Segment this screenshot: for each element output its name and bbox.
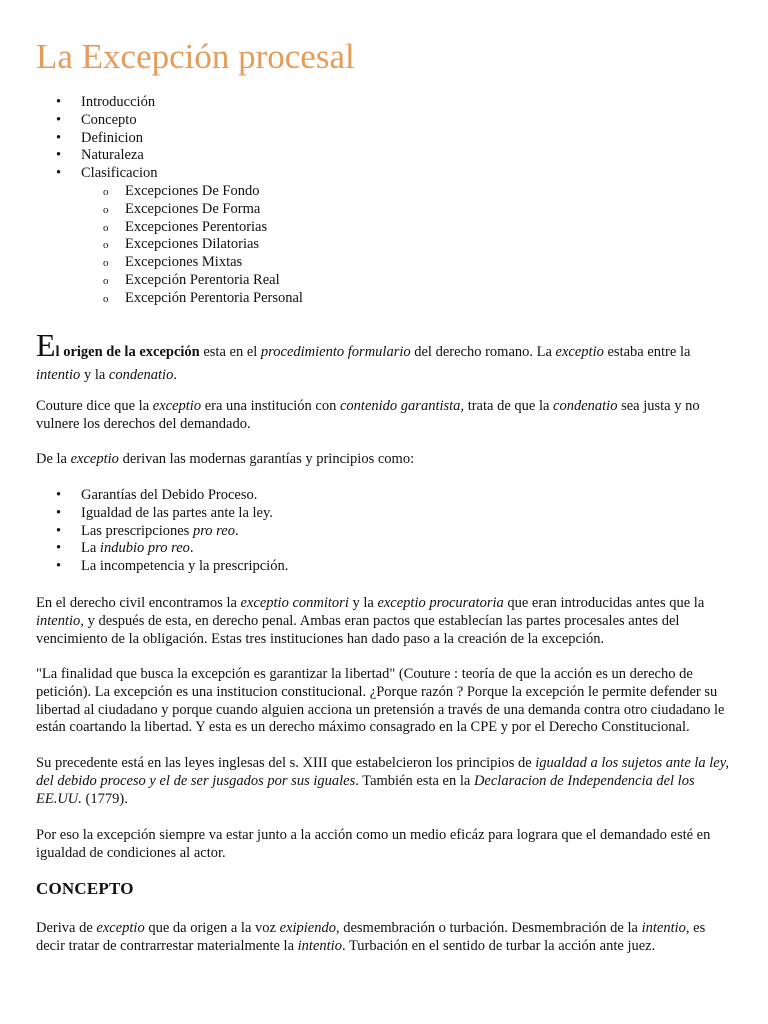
toc-subitem-forma[interactable]: o Excepciones De Forma [81,201,303,219]
table-of-contents [36,94,303,306]
drop-cap: E [36,327,56,363]
toc-subitem-perentoria-personal[interactable]: o Excepción Perentoria Personal [81,290,303,308]
paragraph-finalidad: "La finalidad que busca la excepción es garantizar la libertad" (Couture : teoría de que la acción es un derecho de petición). La excepción es una institucion constitucional. ¿Porque razón ? Porque la excepción le permite defender su libertad al ciudadano y porque cuando alguien acciona un pretensión a través de una demanda contra otro ciudadano le están coartando la libertad. Y esta es un derecho máximo consagrado en la CPE y por el Derecho Constitucional. [36,666,725,736]
toc-item-introduccion[interactable]: • Introducción [36,94,303,112]
toc-subitem-fondo[interactable]: o Excepciones De Fondo [81,183,303,201]
page-title: La Excepción procesal [36,37,355,76]
guarantees-list [36,487,736,576]
toc-item-clasificacion[interactable]: • Clasificacion o Excepciones De Fondo o Excepciones De Forma o Excepciones Perentorias o Excepciones Dilatorias o Excepciones Mixtas o Excepción Perentoria Real o Excepción Perentoria Personal [36,165,303,183]
toc-item-naturaleza[interactable]: • Naturaleza [36,147,303,165]
paragraph-por-eso: Por eso la excepción siempre va estar junto a la acción como un medio eficáz para lograra que el demandado esté en igualdad de condiciones al actor. [36,827,711,861]
paragraph-deriva: Deriva de exceptio que da origen a la voz exipiendo, desmembración o turbación. Desmembración de la intentio, es decir tratar de contrarrestar materialmente la intentio. Turbación en el sentido de turbar la acción ante juez. [36,920,706,954]
toc-subitem-mixtas[interactable]: o Excepciones Mixtas [81,254,303,272]
toc-subitem-dilatorias[interactable]: o Excepciones Dilatorias [81,236,303,254]
paragraph-derecho-civil: En el derecho civil encontramos la exceptio conmitori y la exceptio procuratoria que eran introducidas antes que la intentio, y después de esta, en derecho penal. Ambas eran pactos que establecían las partes procesales antes del vencimiento de la obligación. Estas tres instituciones han dado paso a la creación de la excepción. [36,595,705,647]
toc-subitem-perentoria-real[interactable]: o Excepción Perentoria Real [81,272,303,290]
toc-item-definicion[interactable]: • Definicion [36,130,303,148]
list-item: • Igualdad de las partes ante la ley. [36,505,736,523]
paragraph-couture: Couture dice que la exceptio era una institución con contenido garantista, trata de que la condenatio sea justa y no vulnere los derechos del demandado. [36,398,700,432]
list-item: • La indubio pro reo. [36,540,736,558]
section-heading-concepto: CONCEPTO [36,879,134,898]
paragraph-de-la-exceptio: De la exceptio derivan las modernas garantías y principios como: [36,451,415,467]
toc-subitem-perentorias[interactable]: o Excepciones Perentorias [81,219,303,237]
list-item: • Las prescripciones pro reo. [36,523,736,541]
toc-sublist [81,183,303,308]
intro-paragraph: El origen de la excepción esta en el procedimiento formulario del derecho romano. La exceptio estaba entre la intentio y la condenatio. [36,327,691,383]
list-item: • La incompetencia y la prescripción. [36,558,736,576]
list-item: • Garantías del Debido Proceso. [36,487,736,505]
toc-item-concepto[interactable]: • Concepto [36,112,303,130]
paragraph-precedente: Su precedente está en las leyes inglesas del s. XIII que estabelcieron los principios de igualdad a los sujetos ante la ley, del debido proceso y el de ser jusgados por sus iguales. También esta en la Declaracion de Independencia del los EE.UU. (1779). [36,755,730,807]
